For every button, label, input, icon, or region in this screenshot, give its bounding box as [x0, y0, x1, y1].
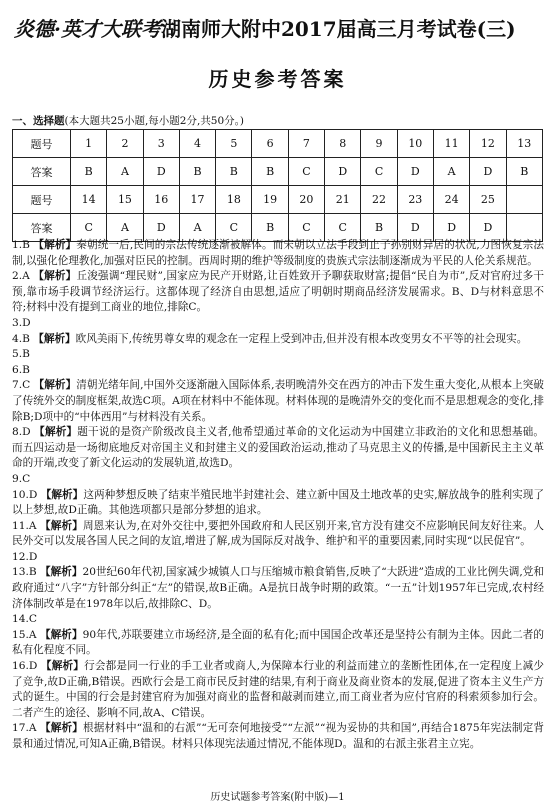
section-heading: [12, 113, 244, 128]
explanation-item: [12, 425, 544, 472]
table-cell: D: [470, 158, 506, 186]
item-number: 16.D: [12, 660, 38, 673]
table-cell: A: [107, 158, 143, 186]
analysis-tag: 【解析】: [40, 519, 83, 532]
item-number: 8.D: [12, 426, 31, 439]
table-cell: A: [433, 158, 469, 186]
item-number: 12.D: [12, 550, 38, 563]
item-number: 17.A: [12, 722, 37, 735]
table-cell: 15: [107, 186, 143, 214]
exam-header: [14, 13, 544, 39]
explanation-item: [12, 488, 544, 519]
table-cell: C: [288, 158, 324, 186]
table-cell: 4: [179, 130, 215, 158]
analysis-tag: 【解析】: [33, 332, 76, 345]
analysis-tag: 【解析】: [33, 239, 77, 251]
analysis-tag: 【解析】: [40, 722, 83, 735]
item-text: 这两种梦想反映了结束半殖民地半封建社会、建立新中国及土地改革的史实,解放战争的胜利实现了以上梦想,故D正确。其他选项都只是部分梦想的追求。: [12, 488, 544, 517]
analysis-tag: 【解析】: [33, 270, 77, 283]
explanation-item: [12, 550, 544, 566]
item-text: 行会都是同一行业的手工业者或商人,为保障本行业的利益而建立的垄断性团体,在一定程度上减少了竞争,故D正确,B错误。西欧行会是工商市民反封建的结果,有利于商业及商业资本的发展,促进了资本主义生产方式的诞生。中国的行会是封建官府为加强对商业的监督和敲剥而建立,而工商业者为应付官府的科索须参加行会。二者产生的途径、影响不同,故A、C错误。: [12, 660, 545, 719]
item-text: 题干说的是资产阶级改良主义者,他希望通过革命的文化运动为中国建立非政治的文化和思想基础。而五四运动是一场彻底地反对帝国主义和封建主义的爱国政治运动,推动了马克思主义的传播,是中国新民主主义革命的开端,改变了新文化运动的发展轨道,故选D。: [12, 426, 545, 470]
item-text: 秦朝统一后,民间的宗法传统逐渐被解体。而宋朝以立法手段到止子孙别财异居的状况,力图恢复宗法制,以强化伦理教化,加强对臣民的控制。西周时期的维护等级制度的贵族式宗法制逐渐成为平民的人伦关系规范。: [12, 239, 545, 267]
table-cell: 12: [470, 130, 506, 158]
item-number: 14.C: [12, 613, 37, 626]
row-label: 答案: [13, 214, 71, 242]
table-cell: C: [325, 214, 361, 242]
explanations: [12, 238, 544, 753]
table-cell: 25: [470, 186, 506, 214]
explanation-item: [12, 363, 544, 379]
explanation-item: [12, 378, 544, 425]
table-cell: D: [433, 214, 469, 242]
analysis-tag: 【解析】: [40, 660, 85, 673]
table-cell: D: [143, 214, 179, 242]
table-cell: 18: [216, 186, 252, 214]
explanation-item: [12, 519, 544, 550]
table-cell: 10: [397, 130, 433, 158]
item-number: 10.D: [12, 488, 38, 501]
item-number: 15.A: [12, 628, 37, 641]
explanation-item: [12, 347, 544, 363]
table-cell: 19: [252, 186, 288, 214]
explanation-item: [12, 612, 544, 628]
row-label: 题号: [13, 186, 71, 214]
table-cell: B: [71, 158, 107, 186]
table-cell: 7: [288, 130, 324, 158]
section-label: 一、选择题: [12, 115, 65, 127]
analysis-tag: 【解析】: [33, 379, 77, 392]
explanation-item: [12, 659, 544, 721]
explanation-item: [12, 332, 544, 348]
table-cell: C: [288, 214, 324, 242]
table-cell: 23: [397, 186, 433, 214]
table-cell: 6: [252, 130, 288, 158]
item-number: 3.D: [12, 316, 31, 329]
item-text: 20世纪60年代初,国家减少城镇人口与压缩城市粮食销售,反映了“大跃进”造成的工业比例失调,党和政府通过“八字”方针部分纠正“左”的错误,故B正确。A是抗日战争时期的政策。“一五”计划1957年已完成,农村经济体制改革是在1978年以后,故排除C、D。: [12, 566, 544, 610]
table-row: [13, 158, 543, 186]
explanation-item: [12, 472, 544, 488]
table-cell: 1: [71, 130, 107, 158]
table-cell: C: [361, 158, 397, 186]
table-row: [13, 130, 543, 158]
table-cell: D: [397, 158, 433, 186]
analysis-tag: 【解析】: [40, 488, 84, 501]
item-number: 5.B: [12, 348, 30, 361]
explanation-item: [12, 565, 544, 612]
table-cell: 24: [433, 186, 469, 214]
table-cell: 17: [179, 186, 215, 214]
table-cell: B: [216, 158, 252, 186]
table-cell: [506, 186, 542, 214]
explanation-item: [12, 269, 544, 316]
row-label: 答案: [13, 158, 71, 186]
table-cell: C: [216, 214, 252, 242]
table-row: [13, 186, 543, 214]
row-label: 题号: [13, 130, 71, 158]
item-number: 11.A: [12, 519, 37, 532]
header-school: 湖南师大附中2017届高三月考试卷(三): [160, 17, 516, 39]
table-cell: 14: [71, 186, 107, 214]
item-number: 13.B: [12, 566, 37, 579]
explanation-item: [12, 316, 544, 332]
table-cell: C: [71, 214, 107, 242]
item-number: 1.B: [12, 239, 30, 251]
analysis-tag: 【解析】: [34, 426, 78, 439]
table-cell: B: [179, 158, 215, 186]
table-cell: 11: [433, 130, 469, 158]
table-cell: 9: [361, 130, 397, 158]
table-cell: 22: [361, 186, 397, 214]
table-cell: A: [179, 214, 215, 242]
item-text: 丘浚强调“理民财”,国家应为民产开财路,让百姓致开予聊获取财富;提倡“民自为市”,反对官府过多干预,靠市场手段调节经济运行。这都体现了经济自由思想,适应了明朝时期商品经济发展需求。B、D与材料意思不符;材料中没有提到工商业的地位,排除C。: [12, 270, 545, 314]
table-cell: D: [470, 214, 506, 242]
item-text: 周恩来认为,在对外交往中,要把外国政府和人民区别开来,官方没有建交不应影响民间友好往来。人民外交可以发展各国人民之间的友谊,增进了解,成为国际反对战争、维护和平的重要因素,同时实现“以民促官”。: [12, 519, 544, 548]
table-cell: 3: [143, 130, 179, 158]
item-text: 欧风美雨下,传统男尊女卑的观念在一定程上受到冲击,但并没有根本改变男女不平等的社会现实。: [75, 332, 528, 345]
table-cell: B: [252, 158, 288, 186]
table-cell: 5: [216, 130, 252, 158]
item-number: 9.C: [12, 472, 31, 485]
item-number: 2.A: [12, 270, 30, 283]
item-number: 4.B: [12, 332, 30, 345]
table-cell: 21: [325, 186, 361, 214]
item-number: 7.C: [12, 379, 31, 392]
analysis-tag: 【解析】: [40, 566, 83, 579]
explanation-item: [12, 238, 544, 269]
section-note: (本大题共25小题,每小题2分,共50分。): [64, 115, 245, 127]
table-cell: 20: [288, 186, 324, 214]
table-cell: A: [107, 214, 143, 242]
table-cell: B: [361, 214, 397, 242]
item-text: 清朝光绪年间,中国外交逐渐融入国际体系,表明晚清外交在西方的冲击下发生重大变化,从根本上突破了传统外交的制度框架,故选C项。A项在材料中不能体现。材料体现的是晚清外交的变化而不是思想观念的变化,排除B;D项中的“中体西用”与材料没有关系。: [12, 379, 544, 423]
item-text: 90年代,苏联要建立市场经济,是全面的私有化;而中国国企改革还是坚持公有制为主体。因此二者的私有化程度不同。: [12, 628, 545, 657]
item-number: 6.B: [12, 363, 30, 376]
answer-table: [12, 129, 543, 242]
explanation-item: [12, 628, 544, 659]
header-brand: 炎德·英才大联考: [14, 17, 161, 39]
table-cell: 2: [107, 130, 143, 158]
table-cell: 8: [325, 130, 361, 158]
explanation-item: [12, 721, 544, 752]
analysis-tag: 【解析】: [39, 628, 83, 641]
item-text: 根据材料中“温和的右派”“无可奈何地接受”“左派”“视为妥协的共和国”,再结合1875年宪法制定背景和通过情况,可知A正确,B错误。材料只体现宪法通过情况,不能体现D。温和的右派主张君主立宪。: [12, 722, 544, 750]
table-cell: 13: [506, 130, 542, 158]
table-cell: D: [143, 158, 179, 186]
page-title: 历史参考答案: [208, 67, 347, 91]
table-cell: D: [397, 214, 433, 242]
page-footer: 历史试题参考答案(附中版)—1: [210, 792, 345, 803]
table-cell: 16: [143, 186, 179, 214]
table-cell: D: [325, 158, 361, 186]
table-cell: B: [252, 214, 288, 242]
table-cell: B: [506, 158, 542, 186]
